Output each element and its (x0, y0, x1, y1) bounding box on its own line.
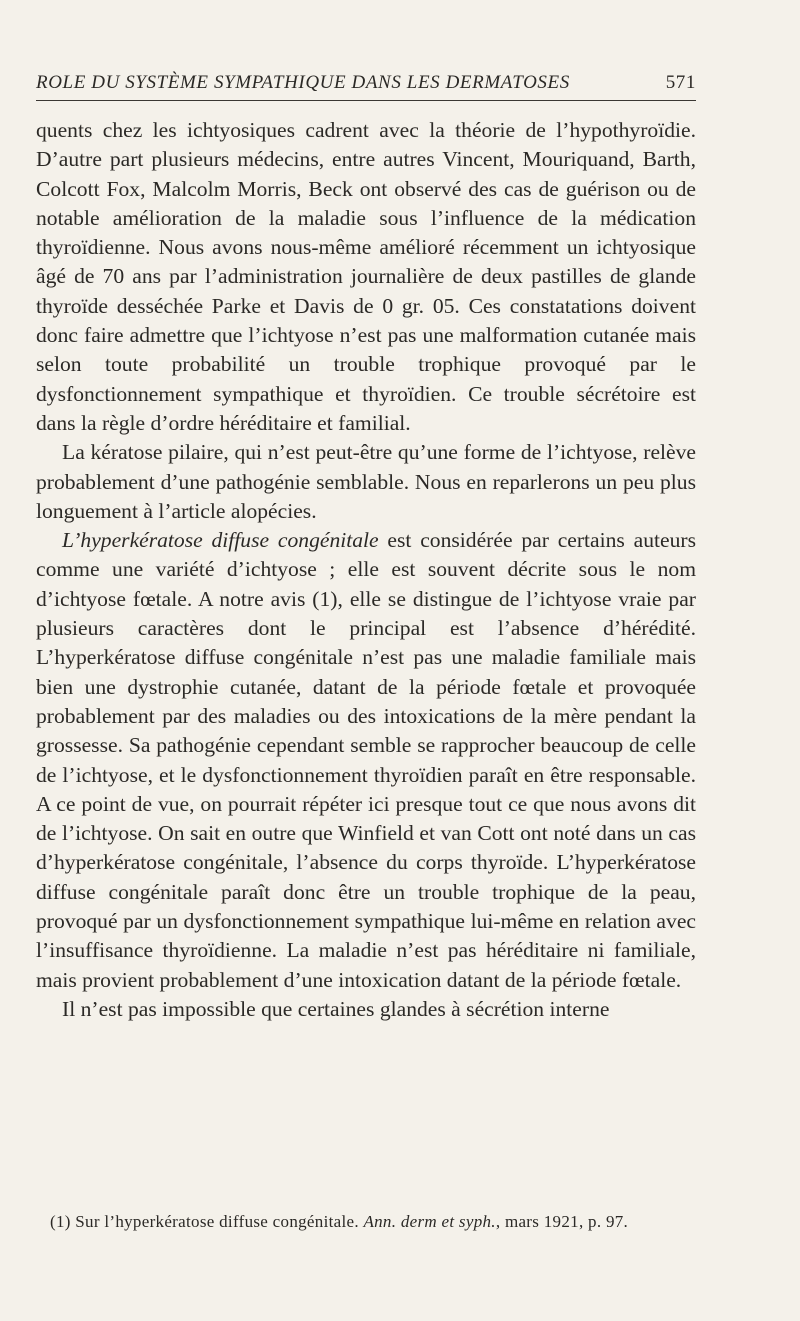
italic-term: L’hyperkératose diffuse congénitale (62, 528, 379, 553)
footnote-tail: , mars 1921, p. 97. (495, 1212, 629, 1231)
footnote-text (36, 1210, 696, 1234)
footnote (36, 1210, 696, 1234)
page-number: 571 (665, 72, 696, 93)
paragraph: Il n’est pas impossible que certaines glandes à sécrétion interne (62, 996, 610, 1021)
running-title: ROLE DU SYSTÈME SYMPATHIQUE DANS LES DERMATOSES (36, 72, 570, 93)
running-header (36, 72, 696, 94)
paragraph: La kératose pilaire, qui n’est peut-être qu’une forme de l’ichtyose, relève probablement d’une pathogénie semblable. Nous en reparlerons un peu plus longuement à l’article alopécies. (36, 440, 696, 523)
body-text (36, 116, 696, 1024)
paragraph-text: est considérée par certains auteurs comme une variété d’ichtyose ; elle est souvent décrite sous le nom d’ichtyose fœtale. A notre avis (1), elle se distingue de l’ichtyose vraie par plusieurs caractères dont le principal est l’absence d’hérédité. L’hyperkératose diffuse congénitale n’est pas une maladie familiale mais bien une dystrophie cutanée, datant de la période fœtale et provoquée probablement par des maladies ou des intoxications de la mère pendant la grossesse. Sa pathogénie cependant semble se rapprocher beaucoup de celle de l’ichtyose, et le dysfonctionnement thyroïdien paraît en être responsable. A ce point de vue, on pourrait répéter ici presque tout ce que nous avons dit de l’ichtyose. On sait en outre que Winfield et van Cott ont noté dans un cas d’hyperkératose congénitale, l’absence du corps thyroïde. L’hyperkératose diffuse congénitale paraît donc être un trouble trophique de la peau, provoqué par un dysfonctionnement sympathique lui-même en relation avec l’insuffisance thyroïdienne. La maladie n’est pas héréditaire ni familiale, mais provient probablement d’une intoxication datant de la période fœtale. (36, 528, 696, 992)
footnote-lead: Sur l’hyperkératose diffuse congénitale. (70, 1212, 364, 1231)
header-rule (36, 100, 696, 101)
journal-title: Ann. derm et syph. (363, 1212, 496, 1231)
paragraph (36, 526, 696, 995)
paragraph: quents chez les ichtyosiques cadrent avec la théorie de l’hypothyroïdie. D’autre part plusieurs médecins, entre autres Vincent, Mouriquand, Barth, Colcott Fox, Malcolm Morris, Beck ont observé des cas de guérison ou de notable amélioration de la maladie sous l’influence de la médication thyroïdienne. Nous avons nous-même amélioré récemment un ichtyosique âgé de 70 ans par l’administration journalière de deux pastilles de glande thyroïde desséchée Parke et Davis de 0 gr. 05. Ces constatations doivent donc faire admettre que l’ichtyose n’est pas une malformation cutanée mais selon toute probabilité un trouble trophique provoqué par le dysfonctionnement sympathique et thyroïdien. Ce trouble sécrétoire est dans la règle d’ordre héréditaire et familial. (36, 118, 696, 435)
footnote-marker: (1) (50, 1212, 71, 1231)
